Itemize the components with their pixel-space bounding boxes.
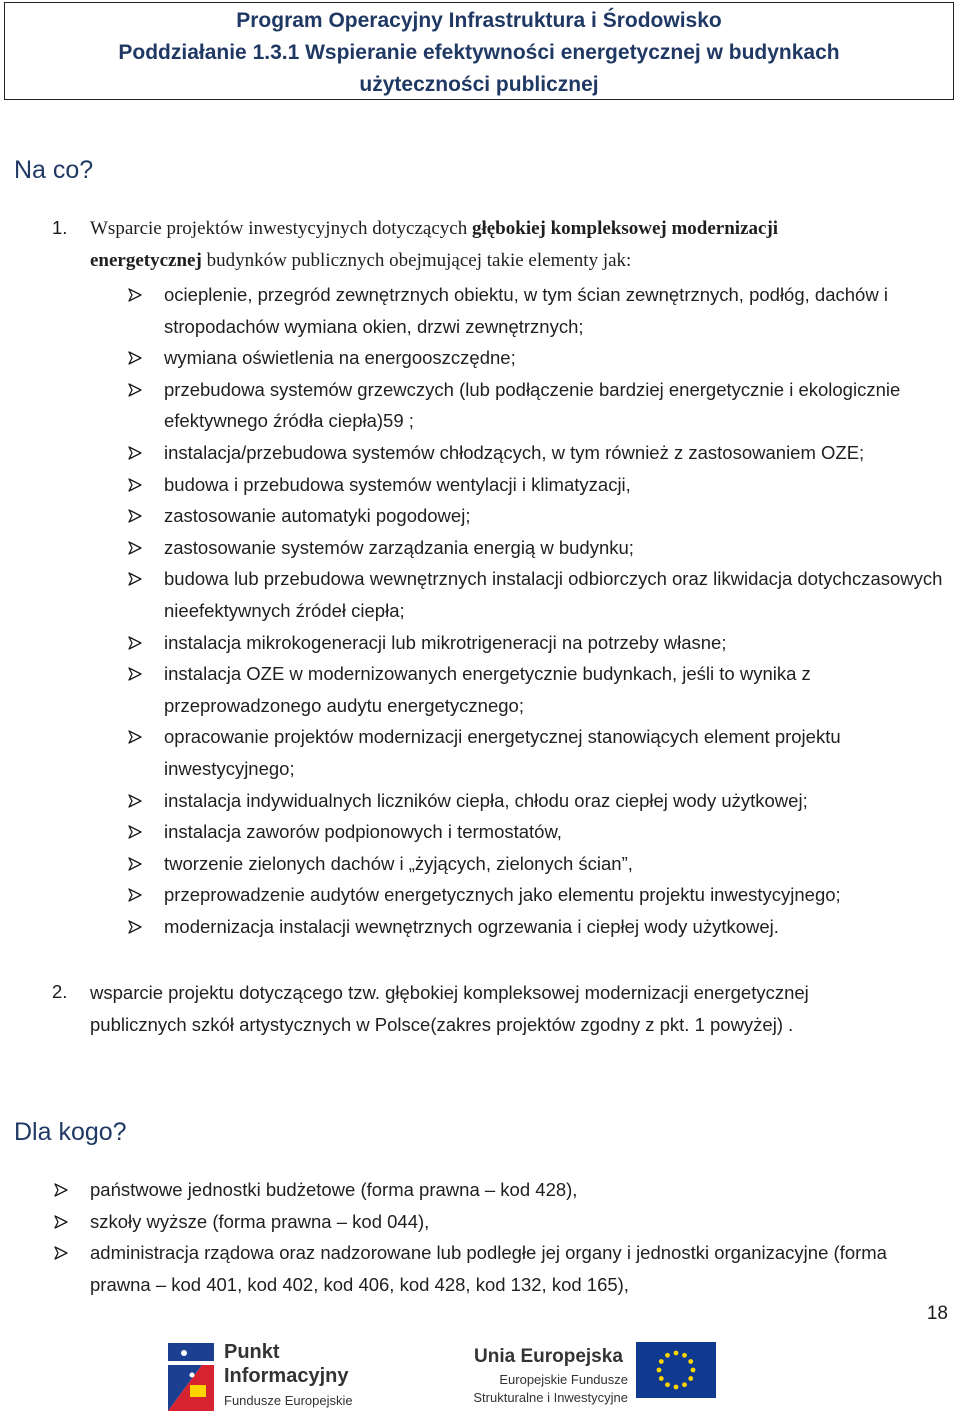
arrowhead-bullet-icon bbox=[128, 351, 142, 365]
list-item bbox=[128, 437, 948, 469]
arrowhead-bullet-icon bbox=[128, 920, 142, 934]
list-item bbox=[128, 563, 948, 626]
list-item-text: przeprowadzenie audytów energetycznych jako elementu projektu inwestycyjnego; bbox=[164, 884, 841, 906]
eu-star-icon bbox=[674, 1351, 679, 1356]
list-item-text: tworzenie zielonych dachów i „żyjących, zielonych ścian”, bbox=[164, 852, 633, 874]
list-item bbox=[128, 532, 948, 564]
arrowhead-bullet-icon bbox=[128, 383, 142, 397]
item-1-text-a: Wsparcie projektów inwestycyjnych dotyczących bbox=[90, 218, 472, 239]
section-title-dla-kogo: Dla kogo? bbox=[14, 1118, 127, 1146]
list-item-text: państwowe jednostki budżetowe (forma prawna – kod 428), bbox=[90, 1179, 578, 1200]
list-item bbox=[128, 469, 948, 501]
arrowhead-bullet-icon bbox=[128, 667, 142, 681]
list-item bbox=[128, 721, 948, 784]
list-item-text: instalacja OZE w modernizowanych energetycznie budynkach, jeśli to wynika z przeprowadzonego audytu energetycznego; bbox=[164, 663, 811, 716]
list-item bbox=[128, 658, 948, 721]
item-1-bold-b: energetycznej bbox=[90, 249, 202, 271]
item-number: 1. bbox=[52, 217, 68, 238]
arrowhead-bullet-icon bbox=[128, 888, 142, 902]
item-1-bold-a: głębokiej kompleksowej modernizacji bbox=[471, 218, 779, 239]
header-line-1: Program Operacyjny Infrastruktura i Środowisko bbox=[236, 9, 722, 32]
eu-star-icon bbox=[659, 1376, 664, 1381]
eu-star-icon bbox=[657, 1368, 662, 1373]
arrowhead-bullet-icon bbox=[128, 636, 142, 650]
list-item-text: instalacja zaworów podpionowych i termostatów, bbox=[164, 821, 562, 843]
list-item bbox=[54, 1206, 944, 1238]
numbered-item-2 bbox=[14, 977, 954, 1047]
eu-star-icon bbox=[691, 1368, 696, 1373]
list-item-text: instalacja/przebudowa systemów chłodzących, w tym również z zastosowaniem OZE; bbox=[164, 441, 865, 463]
eu-star-icon bbox=[665, 1382, 670, 1387]
list-item-text: zastosowanie systemów zarządzania energią w budynku; bbox=[164, 536, 634, 558]
arrowhead-bullet-icon bbox=[128, 572, 142, 586]
list-item-text: instalacja mikrokogeneracji lub mikrotrigeneracji na potrzeby własne; bbox=[164, 631, 727, 653]
arrowhead-bullet-icon bbox=[128, 509, 142, 523]
item-2-line-2: publicznych szkół artystycznych w Polsce(zakres projektów zgodny z pkt. 1 powyżej) . bbox=[90, 1013, 794, 1035]
arrowhead-bullet-icon bbox=[128, 794, 142, 808]
arrowhead-bullet-icon bbox=[128, 288, 142, 302]
list-item-text: opracowanie projektów modernizacji energetycznej stanowiących element projektu inwestycyjnego; bbox=[164, 726, 841, 779]
list-item bbox=[128, 374, 948, 437]
list-item-text: budowa lub przebudowa wewnętrznych instalacji odbiorczych oraz likwidacja dotychczasowych nieefektywnych źródeł ciepła; bbox=[164, 568, 943, 621]
list-item-text: wymiana oświetlenia na energooszczędne; bbox=[164, 347, 516, 369]
item-1-bullet-list bbox=[128, 279, 948, 942]
eu-star-icon bbox=[688, 1359, 693, 1364]
logo-right-line-1: Unia Europejska bbox=[474, 1346, 623, 1367]
eu-star-icon bbox=[659, 1359, 664, 1364]
section-2-bullet-list bbox=[54, 1174, 944, 1300]
arrowhead-bullet-icon bbox=[128, 857, 142, 871]
eu-star-icon bbox=[682, 1382, 687, 1387]
logo-right-line-2: Europejskie Fundusze bbox=[499, 1372, 628, 1387]
list-item-text: administracja rządowa oraz nadzorowane lub podległe jej organy i jednostki organizacyjne (forma prawna – kod 401, kod 402, kod 406, kod 428, kod 132, kod 165), bbox=[90, 1242, 887, 1295]
item-2-line-1: wsparcie projektu dotyczącego tzw. głębokiej kompleksowej modernizacji energetycznej bbox=[90, 982, 809, 1003]
logo-left-line-3: Fundusze Europejskie bbox=[224, 1393, 353, 1408]
arrowhead-bullet-icon bbox=[128, 446, 142, 460]
punkt-informacyjny-logo bbox=[162, 1335, 382, 1415]
list-item-text: modernizacja instalacji wewnętrznych ogrzewania i ciepłej wody użytkowej. bbox=[164, 915, 779, 937]
list-item-text: przebudowa systemów grzewczych (lub podłączenie bardziej energetycznie i ekologicznie efektywnego źródła ciepła)59 ; bbox=[164, 378, 901, 432]
arrowhead-bullet-icon bbox=[54, 1215, 68, 1229]
item-number: 2. bbox=[52, 981, 68, 1002]
item-2-text bbox=[90, 977, 950, 1040]
list-item bbox=[54, 1237, 944, 1300]
arrowhead-bullet-icon bbox=[128, 541, 142, 555]
list-item-text: zastosowanie automatyki pogodowej; bbox=[164, 505, 471, 527]
eu-flag-icon bbox=[636, 1342, 716, 1398]
header-line-2: Poddziałanie 1.3.1 Wspieranie efektywności energetycznej w budynkach bbox=[118, 41, 840, 64]
list-item bbox=[128, 342, 948, 374]
header-line-3: użyteczności publicznej bbox=[359, 73, 599, 96]
logo-left-line-2: Informacyjny bbox=[224, 1365, 349, 1387]
list-item bbox=[128, 816, 948, 848]
fundusze-europejskie-emblem-icon bbox=[162, 1335, 222, 1415]
list-item bbox=[128, 785, 948, 817]
list-item-text: budowa i przebudowa systemów wentylacji i klimatyzacji, bbox=[164, 473, 631, 495]
eu-star-icon bbox=[665, 1353, 670, 1358]
list-item bbox=[128, 848, 948, 880]
logo-left-line-1: Punkt bbox=[224, 1341, 280, 1363]
list-item-text: instalacja indywidualnych liczników ciepła, chłodu oraz ciepłej wody użytkowej; bbox=[164, 789, 808, 811]
list-item bbox=[128, 911, 948, 943]
section-title-na-co: Na co? bbox=[14, 156, 94, 184]
list-item bbox=[128, 627, 948, 659]
list-item bbox=[54, 1174, 944, 1206]
item-1-text bbox=[90, 213, 950, 276]
list-item-text: ocieplenie, przegród zewnętrznych obiektu, w tym ścian zewnętrznych, podłóg, dachów i stropodachów wymiana okien, drzwi zewnętrznych; bbox=[164, 284, 888, 337]
logo-right-line-3: Strukturalne i Inwestycyjne bbox=[473, 1390, 628, 1405]
eu-star-icon bbox=[682, 1353, 687, 1358]
arrowhead-bullet-icon bbox=[54, 1246, 68, 1260]
item-1-text-b: budynków publicznych obejmującej takie elementy jak: bbox=[201, 249, 632, 271]
arrowhead-bullet-icon bbox=[54, 1183, 68, 1197]
eu-star-icon bbox=[674, 1385, 679, 1390]
arrowhead-bullet-icon bbox=[128, 825, 142, 839]
eu-star-icon bbox=[688, 1376, 693, 1381]
list-item bbox=[128, 500, 948, 532]
list-item-text: szkoły wyższe (forma prawna – kod 044), bbox=[90, 1210, 430, 1232]
list-item bbox=[128, 879, 948, 911]
document-header bbox=[4, 2, 954, 100]
arrowhead-bullet-icon bbox=[128, 478, 142, 492]
arrowhead-bullet-icon bbox=[128, 730, 142, 744]
unia-europejska-logo bbox=[458, 1338, 718, 1414]
page-number: 18 bbox=[926, 1303, 948, 1324]
list-item bbox=[128, 279, 948, 342]
